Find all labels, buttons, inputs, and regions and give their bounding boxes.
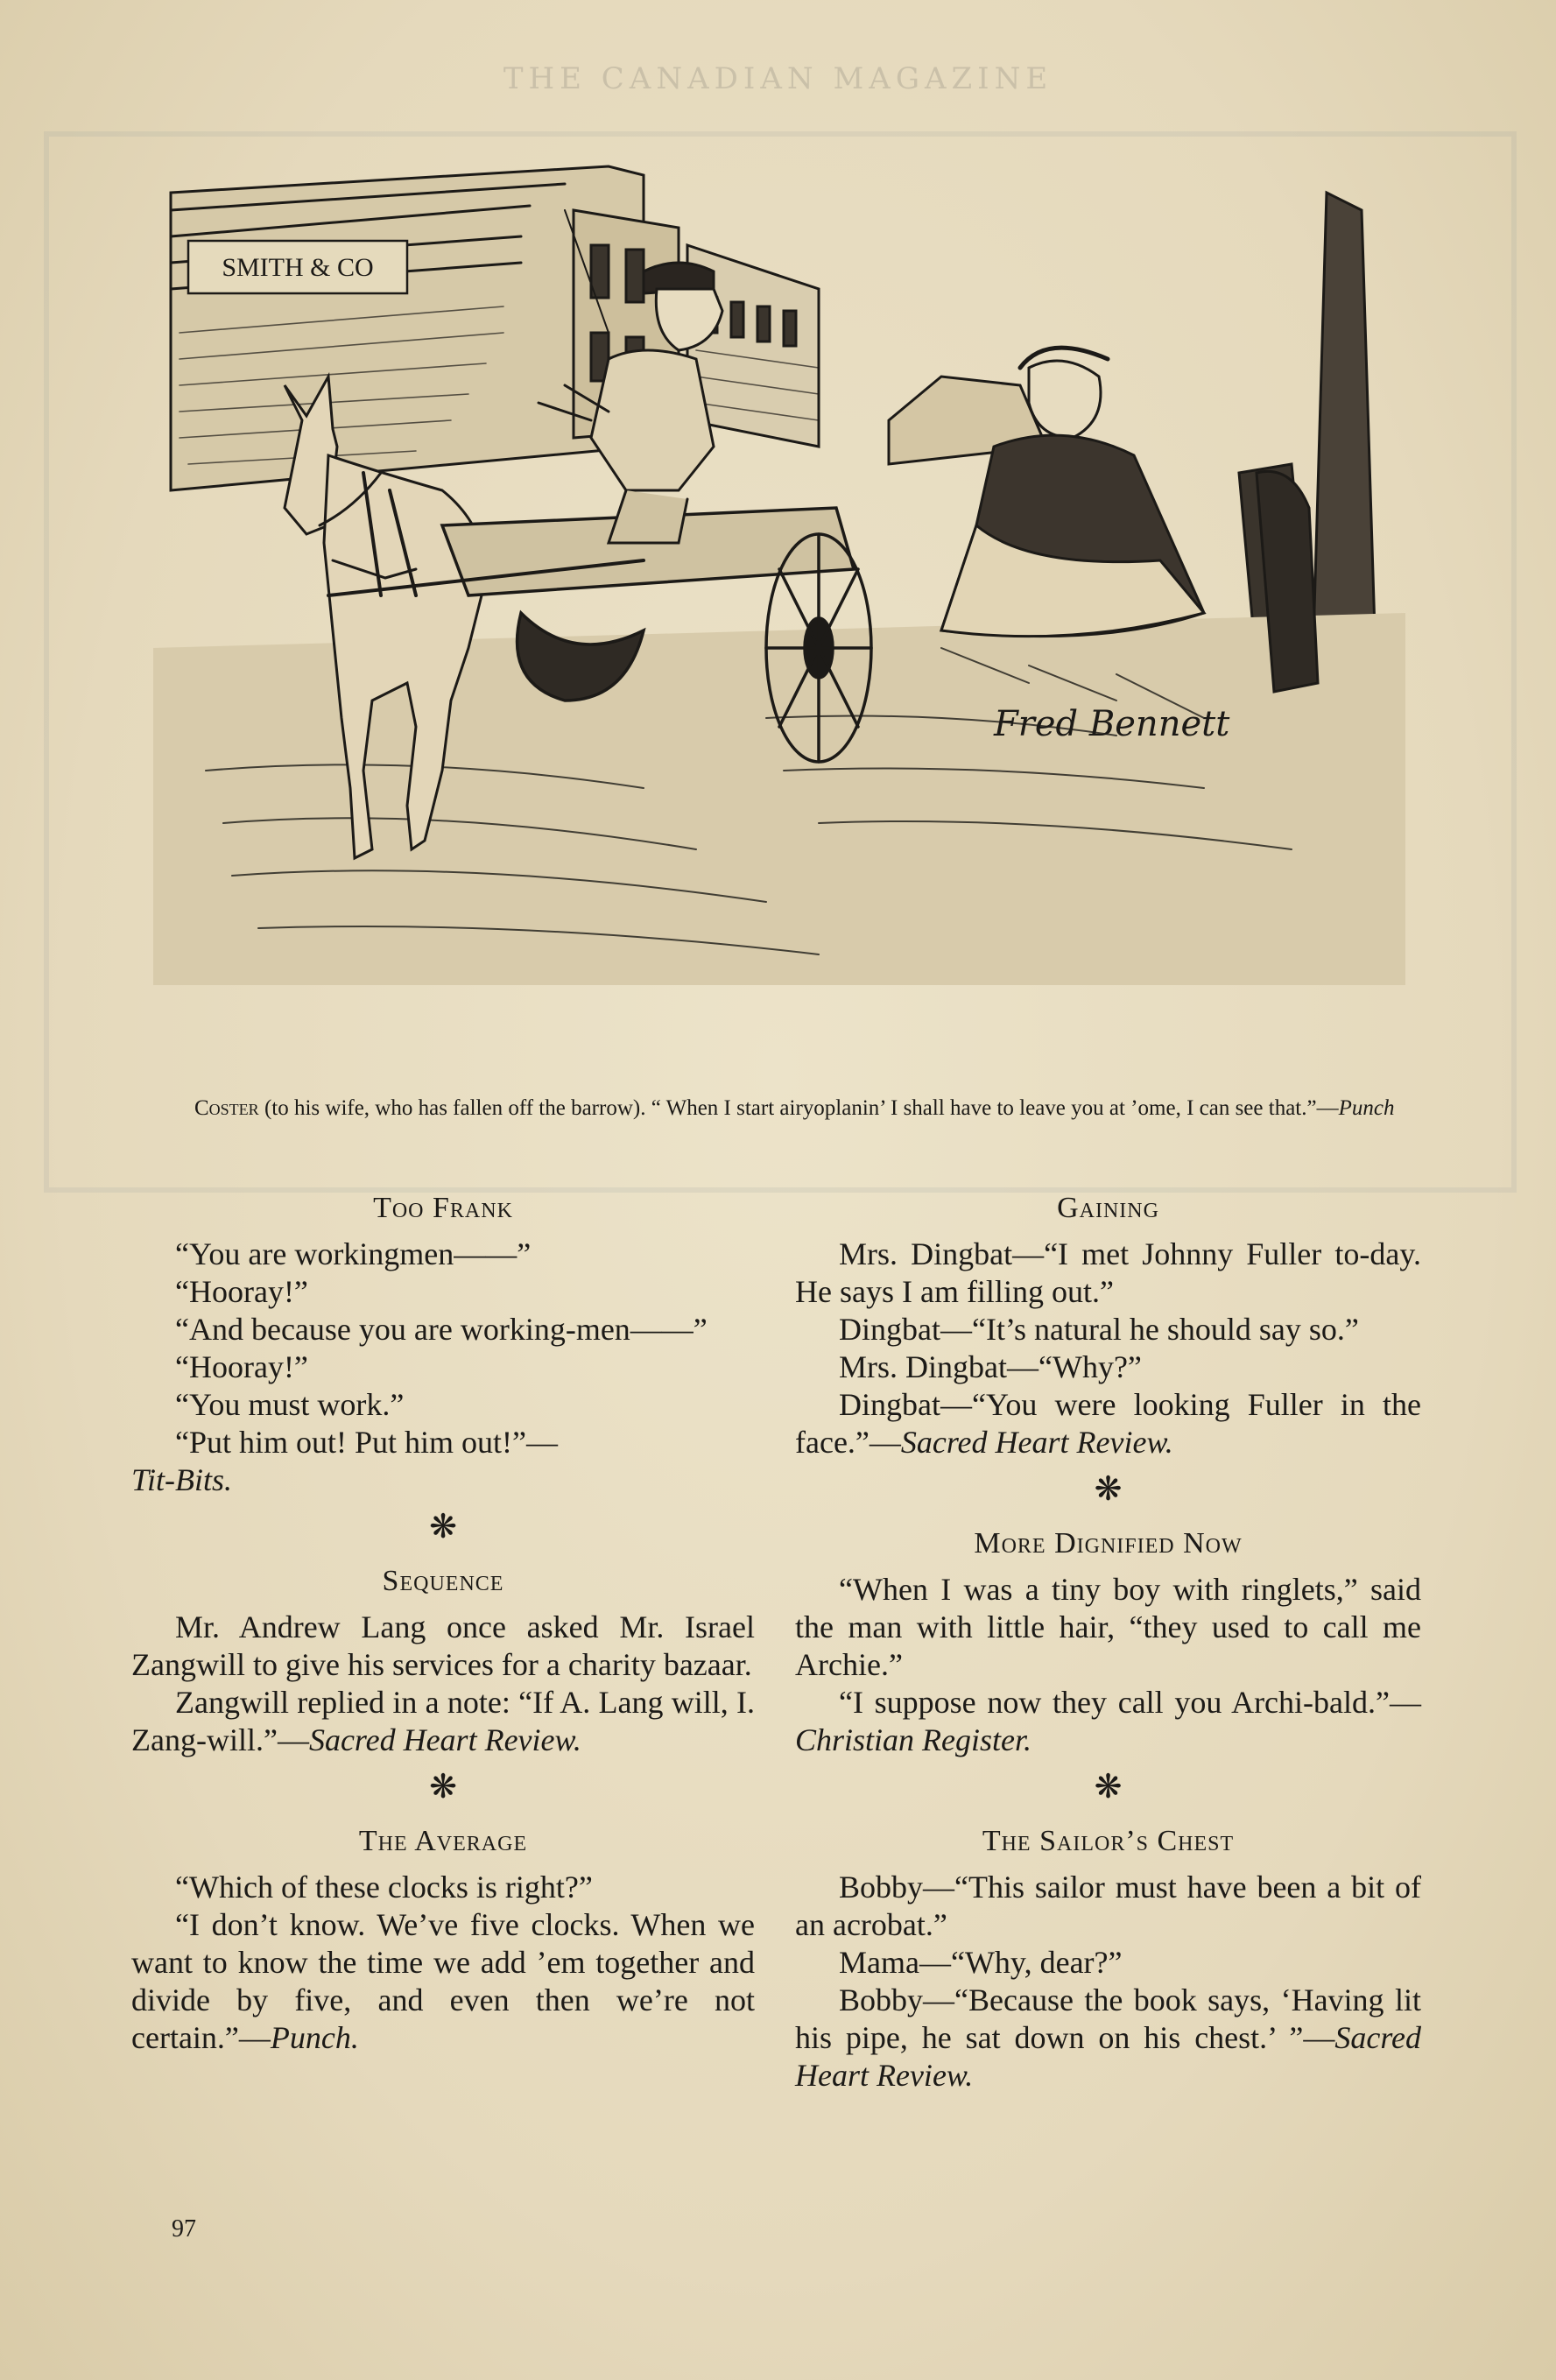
joke-source: Tit-Bits. <box>131 1462 233 1497</box>
joke-paragraph: Dingbat—“It’s natural he should say so.” <box>839 1312 1359 1347</box>
right-column <box>795 1184 1421 2102</box>
joke-title: The Average <box>358 1825 528 1857</box>
joke-paragraph: Mrs. Dingbat—“I met Johnny Fuller to-day. He says I am filling out.” <box>795 1236 1421 1309</box>
joke-source: Sacred Heart Review. <box>795 2020 1421 2093</box>
joke-title: Sequence <box>382 1565 504 1597</box>
caption-source: Punch <box>1338 1096 1395 1120</box>
joke-gaining <box>795 1189 1421 1461</box>
joke-title: The Sailor’s Chest <box>982 1825 1235 1857</box>
dialogue-line: “You must work.” <box>175 1387 405 1422</box>
separator-asterism-icon: ❋ <box>1094 1471 1123 1508</box>
joke-source: Punch. <box>270 2020 359 2055</box>
joke-sequence <box>131 1562 755 1759</box>
separator-asterism-icon: ❋ <box>429 1769 457 1806</box>
joke-source: Sacred Heart Review. <box>900 1425 1173 1460</box>
joke-title: More Dignified Now <box>974 1527 1243 1560</box>
joke-paragraph: Bobby—“This sailor must have been a bit of an acrobat.” <box>795 1869 1421 1942</box>
joke-paragraph: Mr. Andrew Lang once asked Mr. Israel Zangwill to give his services for a charity bazaar. <box>131 1609 755 1682</box>
caption-speaker: Coster <box>194 1096 259 1120</box>
cartoon-illustration <box>153 158 1405 985</box>
joke-paragraph: “When I was a tiny boy with ringlets,” said the man with little hair, “they used to call me Archie.” <box>795 1572 1421 1682</box>
separator-asterism-icon: ❋ <box>1094 1769 1123 1806</box>
joke-title: Gaining <box>1057 1192 1159 1224</box>
joke-more-dignified-now <box>795 1524 1421 1759</box>
joke-too-frank <box>131 1189 755 1499</box>
joke-paragraph: Mrs. Dingbat—“Why?” <box>839 1349 1142 1384</box>
dialogue-line: “Hooray!” <box>175 1274 308 1309</box>
left-column <box>131 1184 755 2064</box>
joke-title: Too Frank <box>373 1192 513 1224</box>
joke-source: Christian Register. <box>795 1722 1032 1757</box>
artist-signature: Fred Bennett <box>994 704 1230 744</box>
shop-sign-text: SMITH & CO <box>222 253 374 282</box>
joke-source: Sacred Heart Review. <box>308 1722 581 1757</box>
caption-text: (to his wife, who has fallen off the barrow). “ When I start airyoplanin’ I shall have to leave you at ’ome, I can see that.”— <box>258 1096 1339 1120</box>
joke-paragraph: Dingbat—“You were looking Fuller in the face.”—Sacred Heart Review. <box>795 1387 1421 1460</box>
joke-the-average <box>131 1822 755 2057</box>
joke-paragraph: “Which of these clocks is right?” <box>175 1869 593 1905</box>
separator-asterism-icon: ❋ <box>429 1509 457 1546</box>
joke-sailors-chest <box>795 1822 1421 2095</box>
illustration-caption <box>194 1095 1420 1123</box>
joke-paragraph: Bobby—“Because the book says, ‘Having lit his pipe, he sat down on his chest.’ ”—Sacred Heart Review. <box>795 1982 1421 2093</box>
bleed-through-header: THE CANADIAN MAGAZINE <box>503 61 1053 96</box>
joke-paragraph: “I don’t know. We’ve five clocks. When we want to know the time we add ’em together and divide by five, and even then we’re not certain.”—Punch. <box>131 1907 755 2055</box>
joke-paragraph: Mama—“Why, dear?” <box>839 1945 1123 1980</box>
joke-paragraph: Zangwill replied in a note: “If A. Lang will, I. Zang-will.”—Sacred Heart Review. <box>131 1685 755 1757</box>
dialogue-line: “Put him out! Put him out!”— <box>175 1425 558 1460</box>
joke-paragraph: “I suppose now they call you Archi-bald.”—Christian Register. <box>795 1685 1421 1757</box>
dialogue-line: “You are workingmen——” <box>175 1236 532 1271</box>
dialogue-line: “And because you are working-men——” <box>175 1312 708 1347</box>
page-number: 97 <box>172 2215 196 2243</box>
dialogue-line: “Hooray!” <box>175 1349 308 1384</box>
